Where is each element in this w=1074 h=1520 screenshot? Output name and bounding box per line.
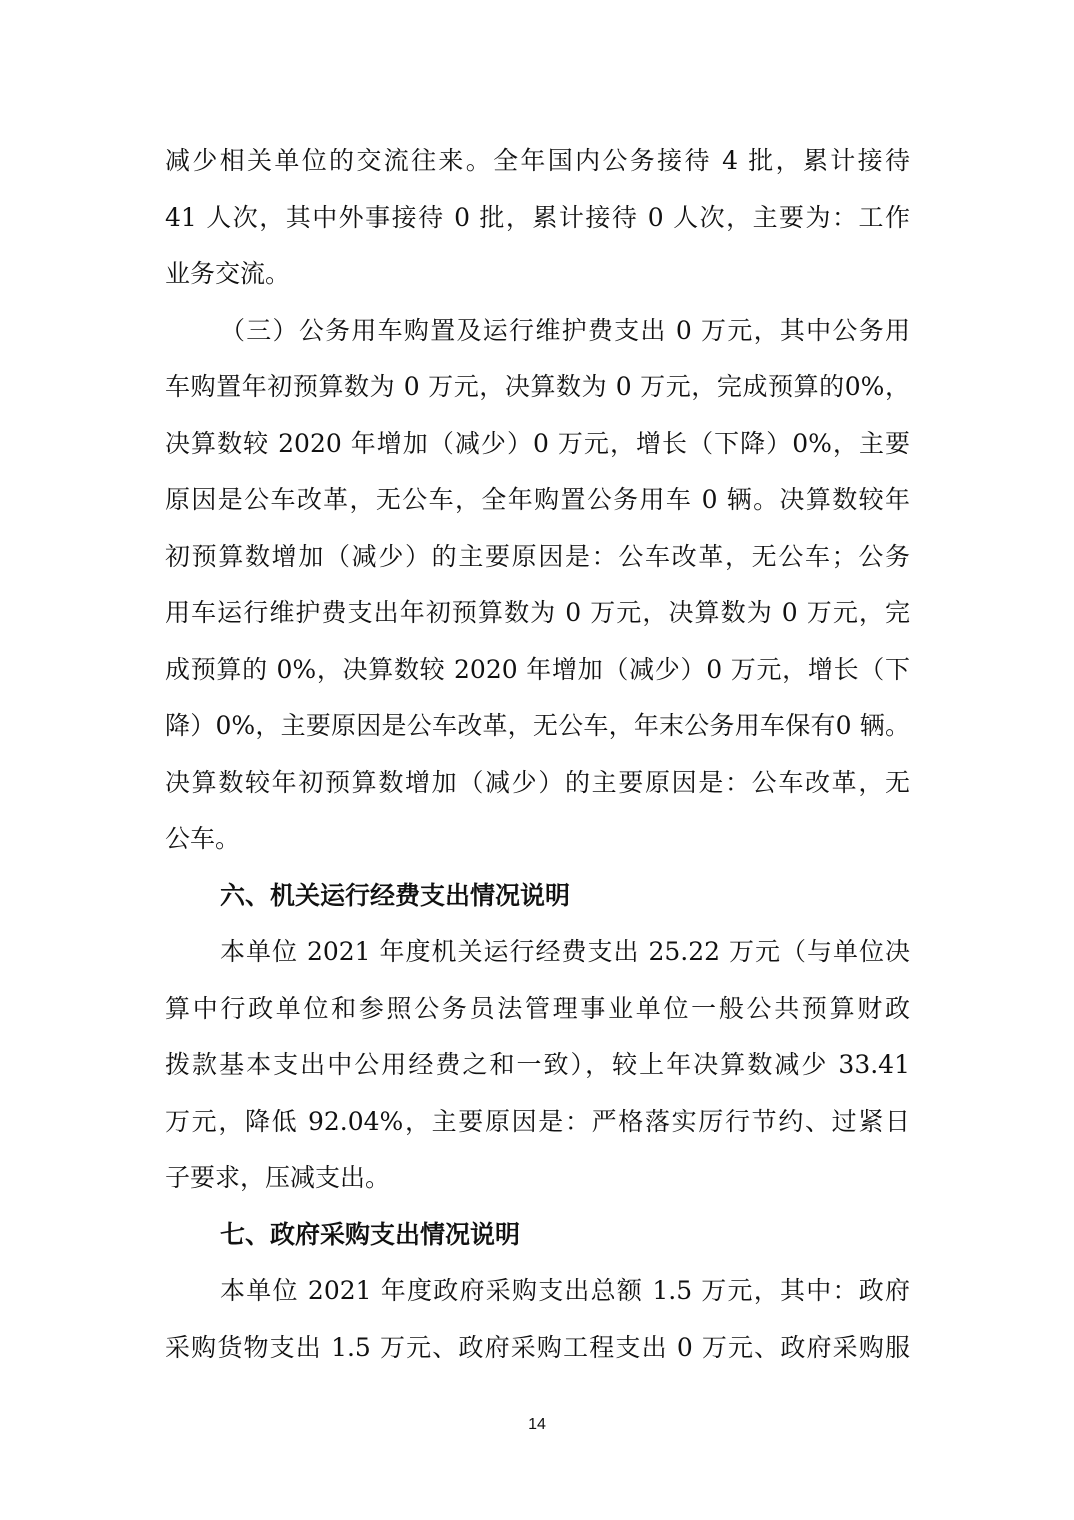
text-line: 决算数较 2020 年增加（减少）0 万元，增长（下降）0%，主要 [165, 428, 910, 458]
text-line: 拨款基本支出中公用经费之和一致），较上年决算数减少 33.41 [165, 1050, 910, 1079]
text-line: 采购货物支出 1.5 万元、政府采购工程支出 0 万元、政府采购服 [165, 1332, 910, 1362]
paragraph [165, 1272, 910, 1385]
text-line: （三）公务用车购置及运行维护费支出 0 万元，其中公务用 [220, 315, 910, 345]
text-line: 用车运行维护费支出年初预算数为 0 万元，决算数为 0 万元，完 [165, 598, 910, 627]
heading-text: 六、机关运行经费支出情况说明 [220, 880, 571, 910]
section-heading [165, 1216, 910, 1273]
text-line: 降）0%，主要原因是公车改革，无公车，年末公务用车保有0 辆。 [165, 711, 910, 740]
text-line: 本单位 2021 年度政府采购支出总额 1.5 万元，其中：政府 [220, 1276, 910, 1305]
paragraph [165, 312, 910, 877]
text-line: 本单位 2021 年度机关运行经费支出 25.22 万元（与单位决 [220, 937, 910, 966]
text-line: 业务交流。 [165, 259, 291, 288]
text-line: 41 人次，其中外事接待 0 批，累计接待 0 人次，主要为：工作 [165, 202, 910, 232]
text-line: 万元，降低 92.04%，主要原因是：严格落实厉行节约、过紧日 [165, 1106, 910, 1136]
section-heading [165, 877, 910, 934]
text-line: 子要求，压减支出。 [165, 1163, 391, 1192]
paragraph [165, 933, 910, 1216]
text-line: 决算数较年初预算数增加（减少）的主要原因是：公车改革，无 [165, 767, 910, 797]
text-line: 车购置年初预算数为 0 万元，决算数为 0 万元，完成预算的0%， [165, 372, 910, 401]
paragraph [165, 142, 910, 312]
text-line: 初预算数增加（减少）的主要原因是：公车改革，无公车；公务 [165, 541, 910, 571]
heading-text: 七、政府采购支出情况说明 [220, 1219, 521, 1249]
text-line: 公车。 [165, 824, 241, 853]
page-number: 14 [528, 1416, 546, 1433]
text-line: 成预算的 0%，决算数较 2020 年增加（减少）0 万元，增长（下 [165, 654, 910, 684]
document-body [165, 142, 910, 1385]
text-line: 算中行政单位和参照公务员法管理事业单位一般公共预算财政 [165, 993, 910, 1023]
text-line: 原因是公车改革，无公车，全年购置公务用车 0 辆。决算数较年 [165, 485, 910, 514]
text-line: 减少相关单位的交流往来。全年国内公务接待 4 批，累计接待 [165, 146, 910, 175]
